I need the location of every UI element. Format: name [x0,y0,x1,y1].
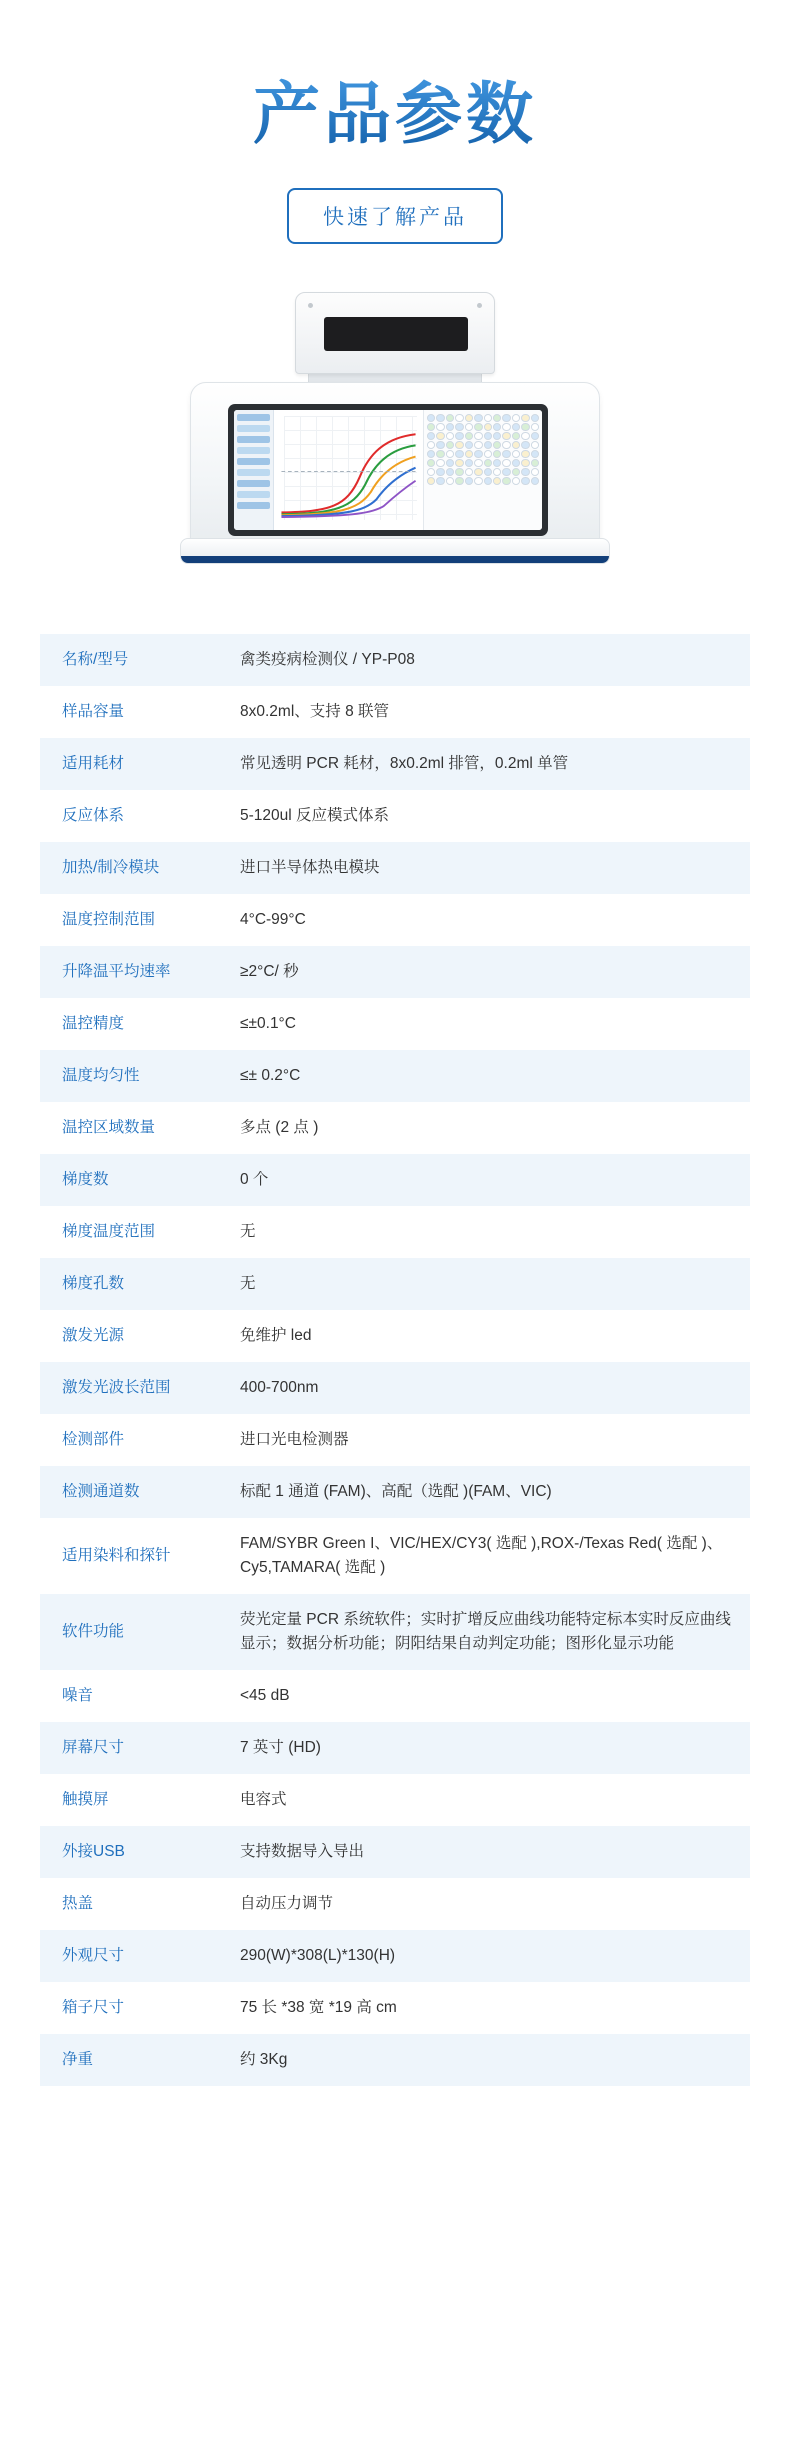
spec-key: 加热/制冷模块 [62,858,160,876]
plate-well [465,477,473,485]
spec-value: ≤± 0.2°C [240,1066,301,1084]
spec-key: 反应体系 [62,806,125,824]
plate-well [436,423,444,431]
spec-key: 热盖 [62,1895,94,1913]
plate-well [484,414,492,422]
spec-value: 荧光定量 PCR 系统软件；实时扩增反应曲线功能特定标本实时反应曲线显示；数据分析功能；阴阳结果自动判定功能；图形化显示功能 [240,1610,731,1652]
spec-key: 升降温平均速率 [62,962,171,980]
spec-key: 软件功能 [62,1622,125,1640]
plate-well [427,432,435,440]
table-row [40,1878,750,1930]
table-row [40,1594,750,1670]
well-plate-grid [424,410,542,530]
spec-key: 外观尺寸 [62,1947,125,1965]
plate-well [465,414,473,422]
plate-well [531,477,539,485]
plate-well [474,468,482,476]
plate-well [493,477,501,485]
plate-well [446,477,454,485]
plate-well [531,423,539,431]
plate-well [446,450,454,458]
plate-well [521,459,529,467]
plate-well [493,450,501,458]
spec-value: FAM/SYBR Green I、VIC/HEX/CY3( 选配 ),ROX-/Texas Red( 选配 )、Cy5,TAMARA( 选配 ) [240,1534,723,1576]
plate-well [521,432,529,440]
spec-key: 温度控制范围 [62,910,156,928]
spec-key: 检测部件 [62,1430,125,1448]
lid-screw-right-icon [477,303,482,308]
screen-sidebar-bar [237,425,270,432]
plate-well [484,423,492,431]
plate-well [446,414,454,422]
spec-value: 290(W)*308(L)*130(H) [240,1947,396,1965]
spec-key: 外接USB [62,1843,125,1861]
spec-key: 屏幕尺寸 [62,1739,125,1757]
table-row [40,842,750,894]
plate-well [531,468,539,476]
spec-value: 自动压力调节 [240,1895,334,1913]
table-row [40,738,750,790]
plate-well [455,414,463,422]
spec-key: 适用染料和探针 [62,1546,171,1564]
spec-key: 噪音 [62,1687,94,1705]
table-row [40,946,750,998]
spec-key: 温度均匀性 [62,1066,140,1084]
screen-sidebar-bar [237,480,270,487]
plate-well [512,477,520,485]
plate-well [427,477,435,485]
plate-well [531,432,539,440]
spec-value: 8x0.2ml、支持 8 联管 [240,702,390,720]
plate-well [455,423,463,431]
plate-well [474,477,482,485]
device-screen-bezel [228,404,548,536]
spec-value: 7 英寸 (HD) [240,1739,321,1757]
screen-sidebar-bar [237,469,270,476]
plate-well [484,450,492,458]
lid-dark-panel [324,317,468,351]
plate-well [436,468,444,476]
plate-well [484,477,492,485]
screen-sidebar [234,410,274,530]
table-row [40,1310,750,1362]
table-row [40,1466,750,1518]
subtitle-badge: 快速了解产品 [287,188,503,244]
plate-well [436,459,444,467]
plate-well [502,450,510,458]
plate-well [446,423,454,431]
spec-value: 标配 1 通道 (FAM)、高配（选配 )(FAM、VIC) [240,1482,552,1500]
table-row [40,1362,750,1414]
spec-value: 进口光电检测器 [240,1430,349,1448]
plate-well [493,423,501,431]
plate-well [521,477,529,485]
plate-well [465,468,473,476]
plate-well [474,423,482,431]
spec-value: 0 个 [240,1170,269,1188]
plate-well [512,450,520,458]
plate-well [484,432,492,440]
screen-sidebar-bar [237,491,270,498]
spec-key: 触摸屏 [62,1791,109,1809]
spec-value: 无 [240,1274,256,1292]
plate-well [484,441,492,449]
spec-value: 常见透明 PCR 耗材，8x0.2ml 排管，0.2ml 单管 [240,754,569,772]
table-row [40,1826,750,1878]
spec-value: 禽类疫病检测仪 / YP-P08 [240,650,415,668]
plate-well [465,441,473,449]
table-row [40,686,750,738]
spec-value: ≥2°C/ 秒 [240,962,299,980]
plate-well [474,459,482,467]
spec-key: 梯度孔数 [62,1274,125,1292]
spec-key: 净重 [62,2051,94,2069]
page-header [0,0,790,244]
device-base [180,538,610,564]
plate-well [512,459,520,467]
plate-well [493,441,501,449]
plate-well [474,432,482,440]
spec-value: <45 dB [240,1687,290,1705]
spec-value: 免维护 led [240,1326,312,1344]
amplification-curve-chart [274,410,424,530]
plate-well [427,414,435,422]
page-title: 产品参数 [0,78,790,152]
plate-well [531,414,539,422]
plate-well [512,432,520,440]
plate-well [436,450,444,458]
plate-well [465,450,473,458]
spec-value: 无 [240,1222,256,1240]
spec-key: 样品容量 [62,702,125,720]
table-row [40,1982,750,2034]
screen-sidebar-bar [237,502,270,509]
table-row [40,1414,750,1466]
table-row [40,1670,750,1722]
plate-well [531,459,539,467]
spec-value: 400-700nm [240,1378,319,1396]
specification-table [40,634,750,2086]
spec-key: 箱子尺寸 [62,1999,125,2017]
plate-well [446,441,454,449]
spec-key: 温控精度 [62,1014,125,1032]
plate-well [427,423,435,431]
plate-well [455,441,463,449]
device-lid-module [295,292,495,374]
device-base-strip [181,556,609,563]
plate-well [502,423,510,431]
table-row [40,1930,750,1982]
lid-screw-left-icon [308,303,313,308]
screen-sidebar-bar [237,458,270,465]
spec-key: 温控区域数量 [62,1118,156,1136]
device-screen [234,410,542,530]
plate-well [427,441,435,449]
plate-well [521,423,529,431]
table-row [40,1102,750,1154]
device-illustration-area [0,292,790,582]
spec-value: 5-120ul 反应模式体系 [240,806,390,824]
spec-value: 4°C-99°C [240,910,306,928]
table-row [40,894,750,946]
plate-well [521,468,529,476]
spec-value: 多点 (2 点 ) [240,1118,319,1136]
plate-well [493,432,501,440]
plate-well [427,459,435,467]
table-row [40,1206,750,1258]
table-row [40,634,750,686]
specification-table-body [40,634,750,2086]
plate-well [484,468,492,476]
pcr-device-image [180,292,610,582]
spec-value: 支持数据导入导出 [240,1843,365,1861]
plate-well [446,432,454,440]
plate-well [531,450,539,458]
plate-well [493,414,501,422]
spec-value: 进口半导体热电模块 [240,858,380,876]
plate-well [455,432,463,440]
plate-well [502,441,510,449]
chart-curves [274,410,423,522]
plate-well [455,468,463,476]
spec-value: 电容式 [240,1791,287,1809]
plate-well [474,414,482,422]
plate-well [521,441,529,449]
plate-well [502,459,510,467]
plate-well [512,414,520,422]
plate-well [436,414,444,422]
plate-well [512,441,520,449]
spec-key: 检测通道数 [62,1482,140,1500]
plate-well [427,468,435,476]
spec-key: 适用耗材 [62,754,125,772]
screen-sidebar-bar [237,436,270,443]
plate-well [484,459,492,467]
plate-well [502,432,510,440]
spec-value: 75 长 *38 宽 *19 高 cm [240,1999,397,2017]
plate-well [465,432,473,440]
plate-well [446,468,454,476]
spec-key: 激发光源 [62,1326,125,1344]
plate-well [455,459,463,467]
plate-well [474,441,482,449]
plate-well [502,414,510,422]
plate-well [465,423,473,431]
spec-value: ≤±0.1°C [240,1014,296,1032]
plate-well [521,450,529,458]
plate-well [427,450,435,458]
plate-well [474,450,482,458]
plate-well [436,441,444,449]
table-row [40,1774,750,1826]
plate-well [436,432,444,440]
plate-well [531,441,539,449]
spec-key: 梯度数 [62,1170,109,1188]
plate-well [521,414,529,422]
plate-well [436,477,444,485]
spec-key: 激发光波长范围 [62,1378,171,1396]
table-row [40,1518,750,1594]
table-row [40,2034,750,2086]
plate-well [493,468,501,476]
table-row [40,998,750,1050]
spec-key: 名称/型号 [62,650,129,668]
plate-well [512,423,520,431]
table-row [40,790,750,842]
plate-well [455,450,463,458]
plate-well [493,459,501,467]
plate-well [446,459,454,467]
spec-key: 梯度温度范围 [62,1222,156,1240]
plate-well [502,468,510,476]
plate-well [502,477,510,485]
table-row [40,1154,750,1206]
subtitle-container [0,188,790,244]
table-row [40,1050,750,1102]
table-row [40,1258,750,1310]
plate-well [465,459,473,467]
table-row [40,1722,750,1774]
screen-sidebar-bar [237,447,270,454]
screen-sidebar-bar [237,414,270,421]
spec-value: 约 3Kg [240,2051,288,2069]
plate-well [455,477,463,485]
plate-well [512,468,520,476]
